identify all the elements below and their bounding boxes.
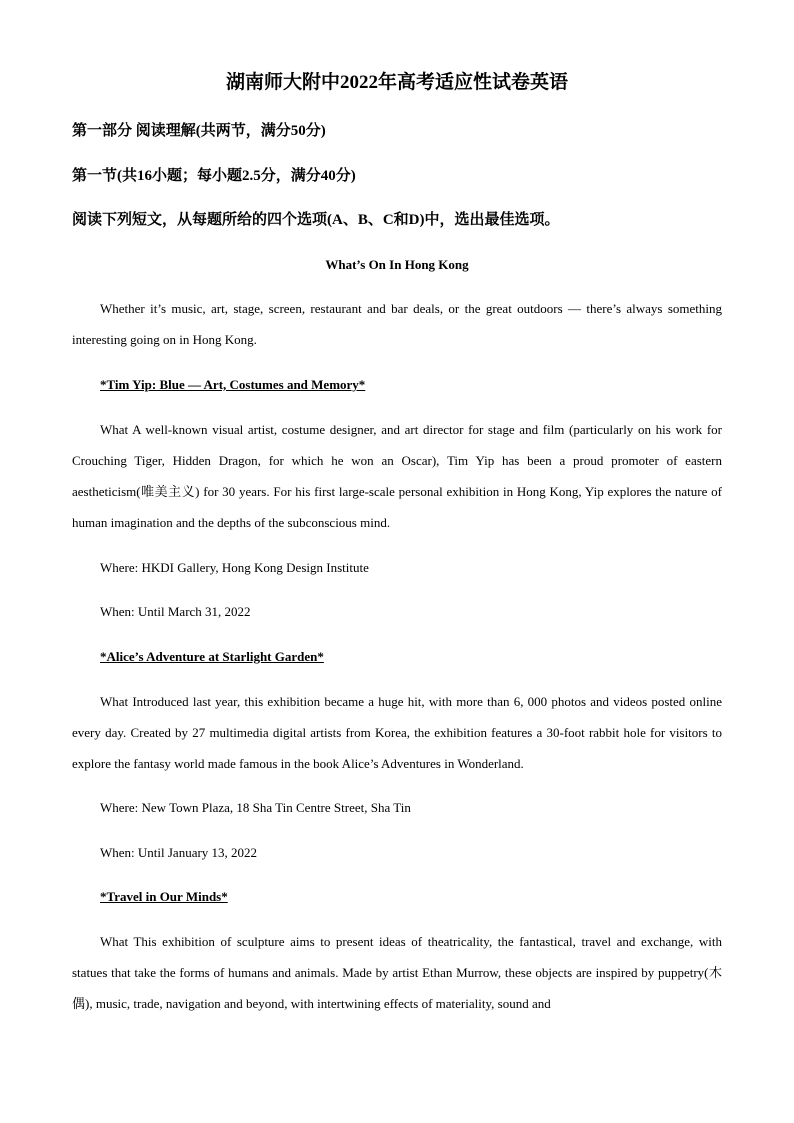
event-title-travel: *Travel in Our Minds* — [100, 889, 228, 904]
event-title-alice: *Alice’s Adventure at Starlight Garden* — [100, 649, 324, 664]
passage-intro: Whether it’s music, art, stage, screen, restaurant and bar deals, or the great outdoors — there’s always something interesting going on in Hong Kong. — [72, 301, 722, 347]
event-title-tim-yip: *Tim Yip: Blue — Art, Costumes and Memory* — [100, 377, 366, 392]
section-heading: 第一节(共16小题；每小题2.5分，满分40分) — [72, 168, 356, 184]
event-when-alice: When: Until January 13, 2022 — [100, 845, 258, 860]
event-where-tim-yip: Where: HKDI Gallery, Hong Kong Design Institute — [100, 560, 369, 575]
event-description-alice: What Introduced last year, this exhibition became a huge hit, with more than 6, 000 photos and videos posted online every day. Created by 27 multimedia digital artists from Korea, the exhibition features a 30-foot rabbit hole for visitors to explore the fantasy world made famous in the book Alice’s Adventures in Wonderland. — [72, 694, 722, 771]
exam-title: 湖南师大附中2022年高考适应性试卷英语 — [225, 72, 568, 93]
instruction-text: 阅读下列短文，从每题所给的四个选项(A、B、C和D)中，选出最佳选项。 — [72, 212, 560, 228]
event-when-tim-yip: When: Until March 31, 2022 — [100, 604, 251, 619]
passage-title: What’s On In Hong Kong — [325, 257, 469, 272]
part-heading: 第一部分 阅读理解(共两节，满分50分) — [72, 123, 326, 139]
event-where-alice: Where: New Town Plaza, 18 Sha Tin Centre Street, Sha Tin — [100, 800, 411, 815]
event-description-tim-yip: What A well-known visual artist, costume designer, and art director for stage and film (particularly on his work for Crouching Tiger, Hidden Dragon, for which he won an Oscar), Tim Yip has been a proud promoter of eastern aestheticism(唯美主义) for 30 years. For his first large-scale personal exhibition in Hong Kong, Yip explores the nature of human imagination and the depths of the subconscious mind. — [72, 422, 722, 530]
event-description-travel: What This exhibition of sculpture aims to present ideas of theatricality, the fantastical, travel and exchange, with statues that take the forms of humans and animals. Made by artist Ethan Murrow, these objects are inspired by puppetry(木偶), music, trade, navigation and beyond, with intertwining effects of materiality, sound and — [72, 934, 722, 1011]
